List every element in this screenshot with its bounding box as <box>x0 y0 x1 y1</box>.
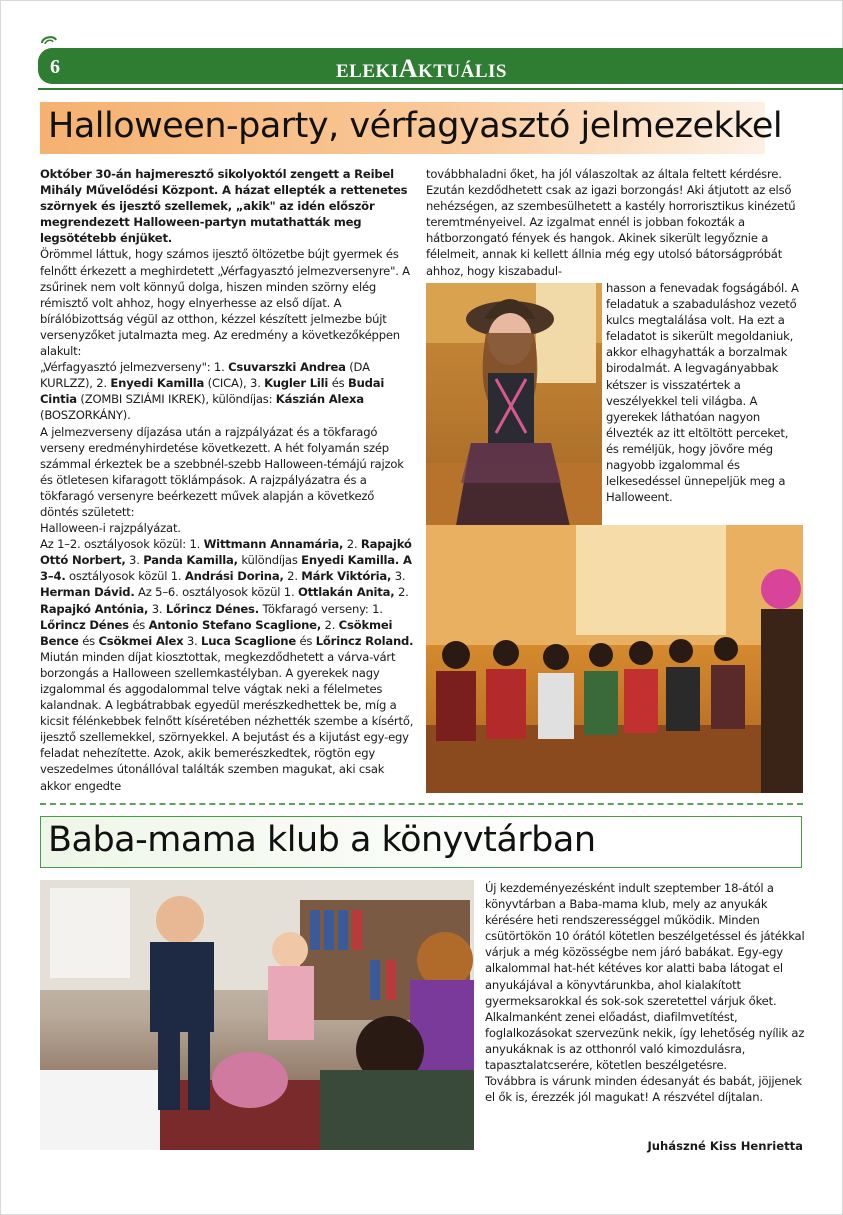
photo-group-children <box>426 525 803 793</box>
article2-body: Új kezdeményezésként indult szeptember 18-ától a könyvtárban a Baba-mama klub, mely az anyukák kérésére heti rendszerességgel működik. Minden csütörtökön 10 órától kötetlen beszélgetéssel és játékkal várjuk a még közösségbe nem járó babákat. Egy-egy alkalommal hat-hét kétéves kor alatti baba látogat el anyukájával a könyvtárunkba, ahol kialakított gyermeksarokkal és sok-sok szeretettel várjuk őket. Alkalmanként zenei előadást, diafilmvetítést, foglalkozásokat szervezünk nekik, így lehetőség nyílik az anyukáknak is az otthonról való kimozdulásra, tapasztalatcserére, kötetlen beszélgetésre. <box>485 881 805 1073</box>
article1-lead: Október 30-án hajmeresztő sikolyoktól zengett a Reibel Mihály Művelődési Központ. A házat ellepték a rettenetes szörnyek és ijesztő szellemek, „akik" az idén először megrendezett Halloween-partyn mutathatták meg legsötétebb énjüket. <box>40 167 408 246</box>
article2-column <box>485 880 805 1105</box>
page-number: 6 <box>50 56 60 78</box>
article1-paragraph: továbbhaladni őket, ha jól válaszoltak az általa feltett kérdésre. Ezután kezdődhetett csak az igazi borzongás! Aki átjutott az első nehézségen, az szembesülhetett a kastély horrorisztikus kinézetű teremtményeivel. Az izgalmat ennél is jobban fokozták a hátborzongató fények és hangok. Akinek sikerült legyőznie a félelmeit, annak ki kellett állnia még egy utolsó bátorságpróbát ahhoz, hogy kiszabadul- <box>426 167 796 278</box>
header-rule <box>38 88 843 90</box>
article-headline-baby-club: Baba-mama klub a könyvtárban <box>48 820 596 860</box>
article1-paragraph: Miután minden díjat kiosztottak, megkezdődhetett a várva-várt borzongás a Halloween szellemkastélyban. A gyerekek nagy izgalommal és aggodalommal telve vágtak neki a félelmetes kalandnak. A legbátrabbak egyedül merészkedhettek be, míg a kicsit félénkebbek felnőtt kíséretében nézhették szembe a kísértő, ijesztő szellemekkel, szörnyekkel. A bejutást és a kijutást egy-egy feladat nehezítette. Azok, akik bemerészkedtek, rögtön egy veszedelmes útonállóval találták szemben magukat, aki csak akkor engedte <box>40 649 414 793</box>
article-headline-halloween: Halloween-party, vérfagyasztó jelmezekkel <box>48 106 783 146</box>
drawing-title: Halloween-i rajzpályázat. <box>40 521 181 536</box>
article1-paragraph: hasson a fenevadak fogságából. A feladatuk a szabaduláshoz vezető kulcs megtalálása volt. Ha ezt a feladatot is sikerült megoldaniuk, akkor elhagyhatták a borzalmak birodalmát. A legvagányabbak kétszer is visszatértek a veszélyekkel teli világba. A gyerekek láthatóan nagyon élvezték az itt eltöltött perceket, és reméljük, hogy jövőre még nagyobb izgalommal és lelkesedéssel ünnepeljük meg a Halloweent. <box>606 281 799 505</box>
magazine-title: ELEKIAKTUÁLIS <box>335 54 507 83</box>
article1-paragraph: Örömmel láttuk, hogy számos ijesztő öltözetbe bújt gyermek és felnőtt érkezett a meghirdetett „Vérfagyasztó jelmezversenyre". A zsűrinek nem volt könnyű dolga, hiszen minden szörny elég rémisztő volt ahhoz, hogy elnyerhesse az első díjat. A bírálóbizottság végül az otthon, kézzel készített jelmezbe bújt versenyzőket jutalmazta meg. Az eredmény a következőképpen alakult: <box>40 247 410 359</box>
costume-results: „Vérfagyasztó jelmezverseny": 1. Csuvarszki Andrea (DA KURLZZ), 2. Enyedi Kamilla (CICA), 3. Kugler Lili és Budai Cintia (ZOMBI SZIÁMI IKREK), különdíjas: Kászián Alexa (BOSZORKÁNY). <box>40 360 385 423</box>
article2-closing: Továbbra is várunk minden édesanyát és babát, jöjjenek el ők is, érezzék jól magukat! A részvétel díjtalan. <box>485 1074 802 1105</box>
article1-column-right-wrap <box>606 280 804 505</box>
drawing-results: Az 1–2. osztályosok közül: 1. Wittmann Annamária, 2. Rapajkó Ottó Norbert, 3. Panda Kamilla, különdíjas Enyedi Kamilla. A 3–4. osztályosok közül 1. Andrási Dorina, 2. Márk Viktória, 3. Herman Dávid. Az 5–6. osztályosok közül 1. Ottlakán Anita, 2. Rapajkó Antónia, 3. Lőrincz Dénes. Tökfaragó verseny: 1. Lőrincz Dénes és Antonio Stefano Scaglione, 2. Csökmei Bence és Csökmei Alex 3. Luca Scaglione és Lőrincz Roland. <box>40 537 414 648</box>
swirl-icon <box>40 34 58 46</box>
article-author: Juhászné Kiss Henrietta <box>647 1139 803 1153</box>
article1-column-left <box>40 166 415 794</box>
section-divider <box>40 803 803 805</box>
article1-paragraph: A jelmezverseny díjazása után a rajzpályázat és a tökfaragó verseny eredményhirdetése következett. A hét folyamán szép számmal érkeztek be a szebbnél-szebb Halloween-témájú rajzok és ötletesen kifaragott töklámpások. A rajzpályázatra és a tökfaragó versenyre beérkezett művek alapján a következő döntés született: <box>40 424 404 519</box>
article1-column-right-top <box>426 166 804 279</box>
photo-baby-club <box>40 880 474 1150</box>
